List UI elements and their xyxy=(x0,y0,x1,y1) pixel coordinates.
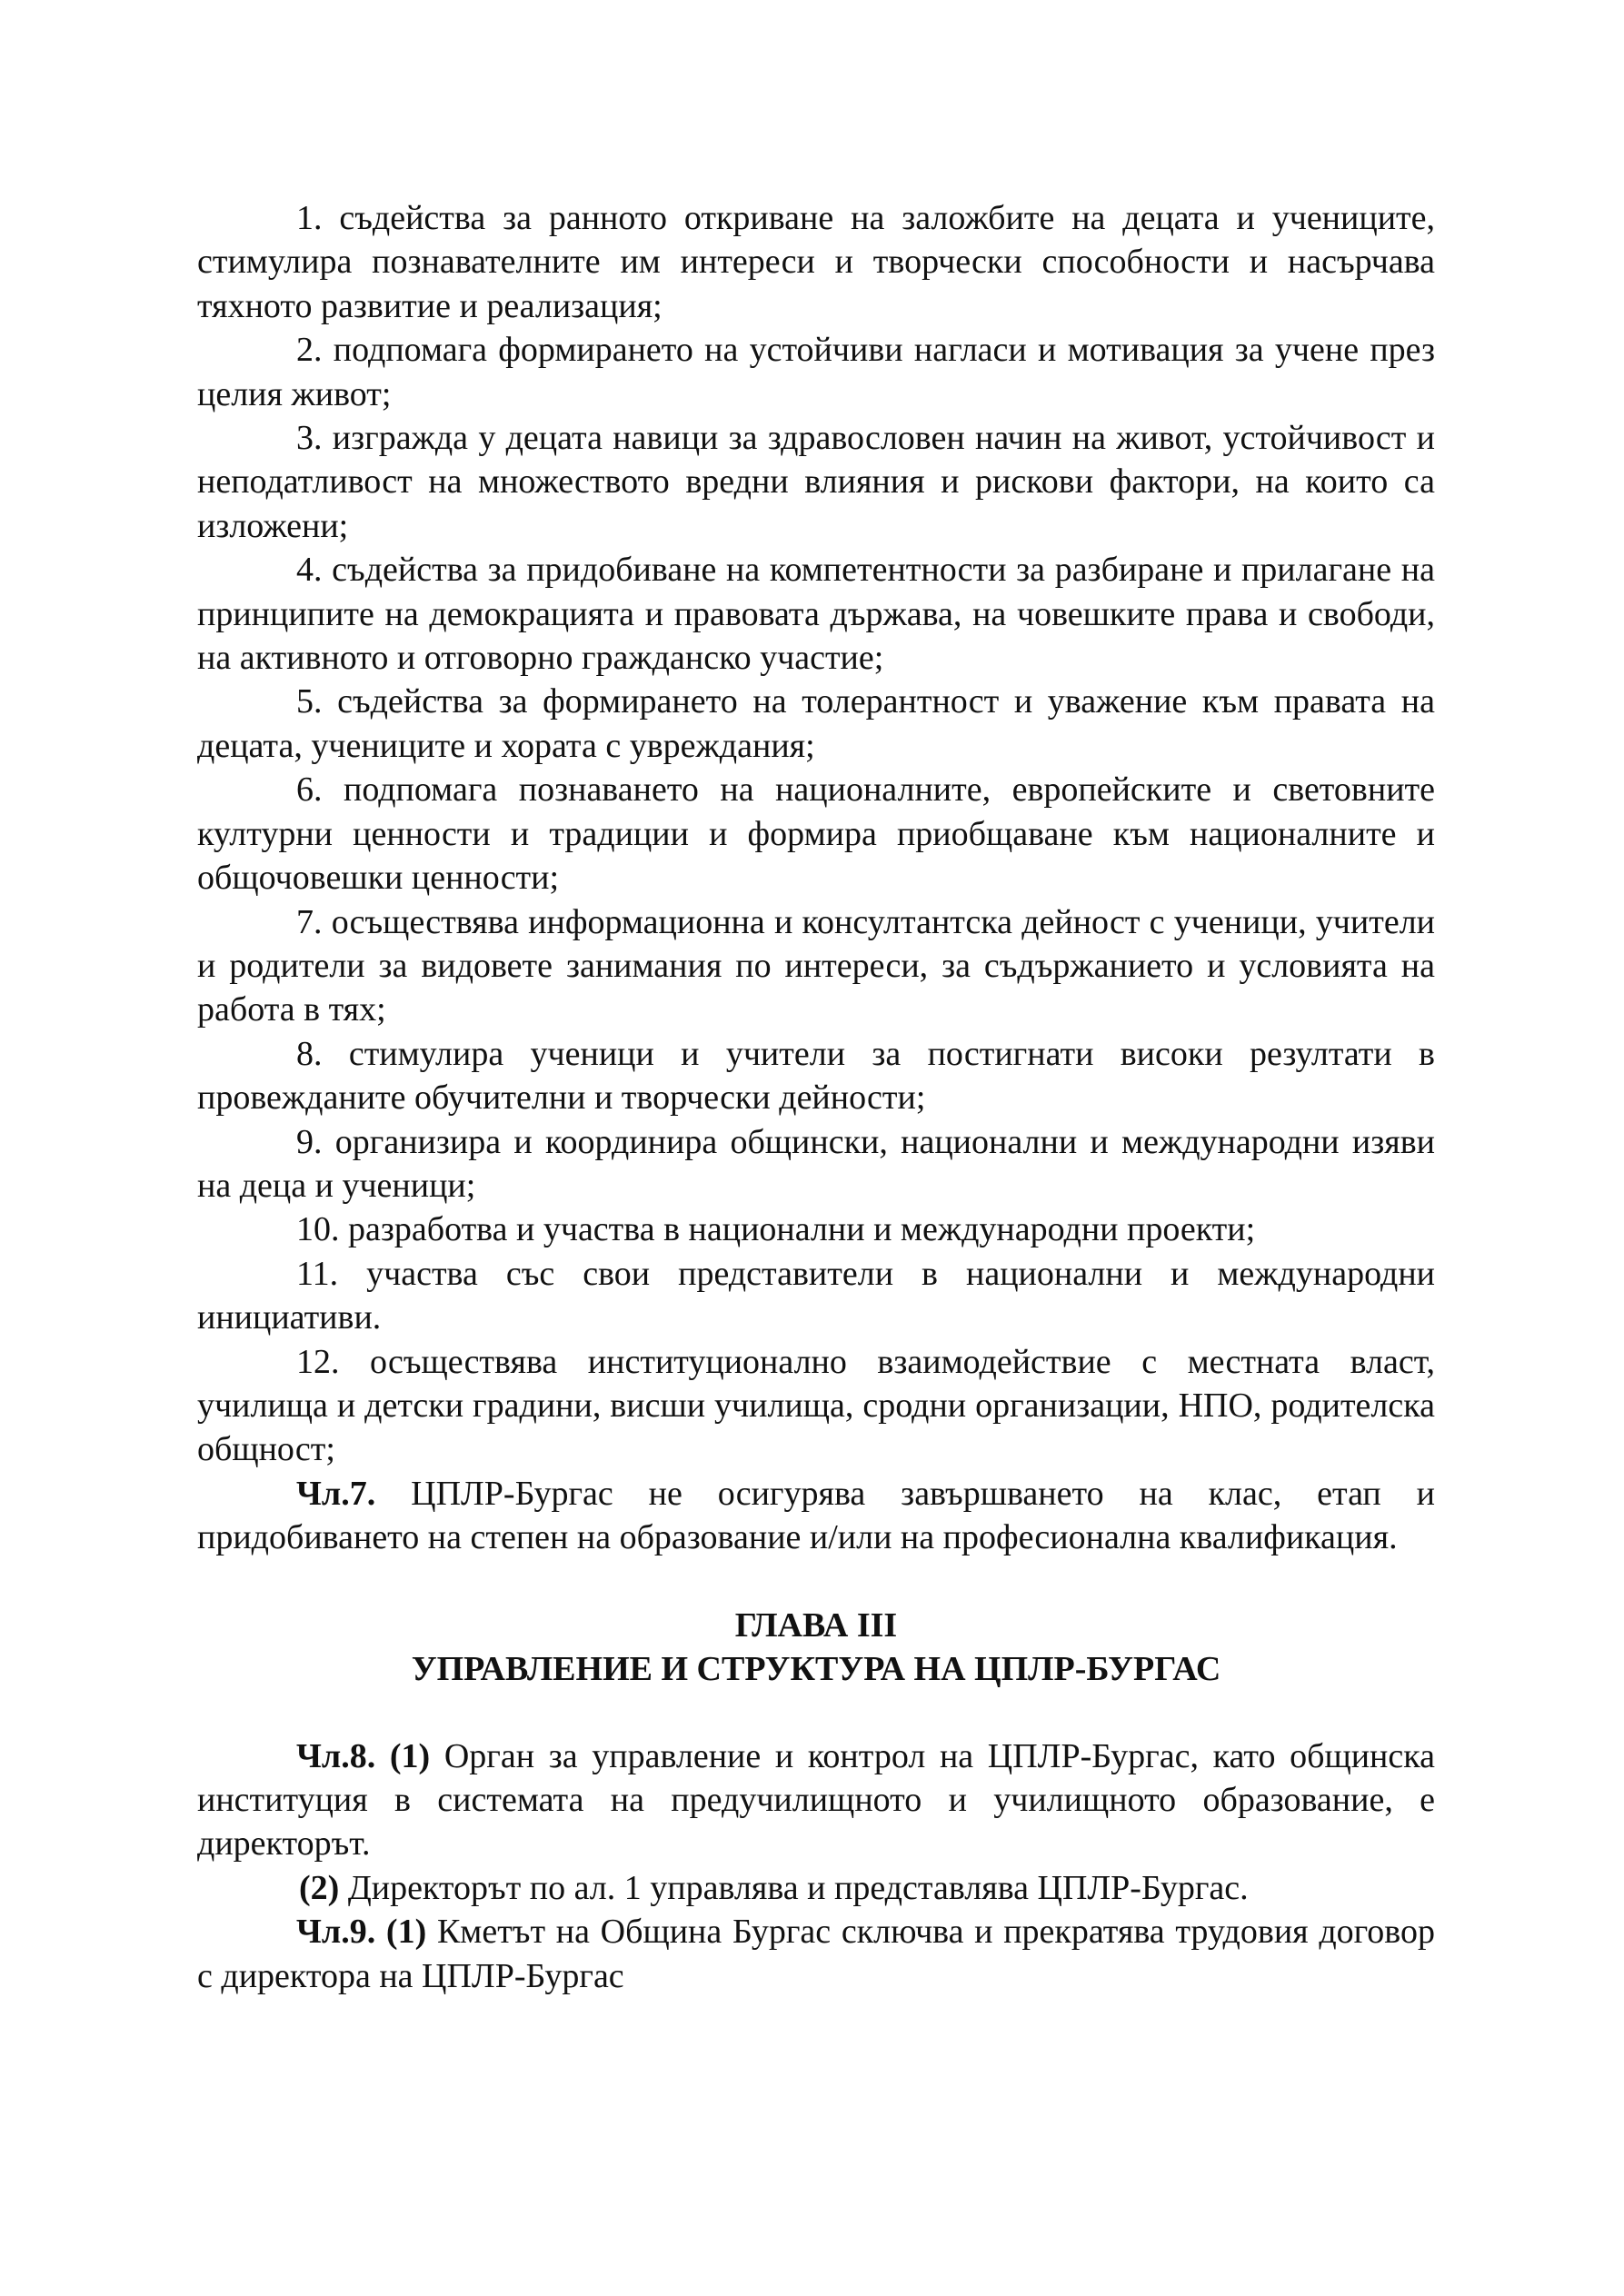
item-number: 3. xyxy=(296,419,323,458)
item-number: 9. xyxy=(296,1122,323,1161)
paragraph-label: (1) xyxy=(385,1913,427,1952)
item-text: осъществява институционално взаимодействие с местната власт, училища и детски градини, висши училища, сродни организации, НПО, родителска общност; xyxy=(197,1342,1436,1469)
item-text: участва със свои представители в национални и международни инициативи. xyxy=(197,1254,1436,1337)
item-number: 12. xyxy=(296,1342,340,1381)
item-number: 6. xyxy=(296,770,323,810)
list-item xyxy=(197,1208,1435,1251)
item-number: 1. xyxy=(296,199,323,237)
list-item xyxy=(197,1252,1435,1340)
document-page xyxy=(197,196,1435,1998)
chapter-subtitle: УПРАВЛЕНИЕ И СТРУКТУРА НА ЦПЛР-БУРГАС xyxy=(411,1649,1221,1688)
list-item xyxy=(197,1340,1435,1472)
article-label: Чл.7. xyxy=(296,1474,376,1513)
paragraph-text: Кметът на Община Бургас сключва и прекратява трудовия договор с директора на ЦПЛР-Бургас xyxy=(197,1913,1435,1995)
item-number: 4. xyxy=(296,551,323,590)
list-item xyxy=(197,196,1435,328)
paragraph-label: (1) xyxy=(389,1736,431,1775)
article-8-paragraph-1 xyxy=(197,1734,1435,1866)
article-8-paragraph-2 xyxy=(197,1866,1435,1910)
item-text: стимулира ученици и учители за постигнати високи резултати в провежданите обучителни и творчески дейности; xyxy=(197,1034,1435,1118)
item-number: 10. xyxy=(296,1210,340,1249)
item-number: 2. xyxy=(296,331,323,370)
list-item xyxy=(197,416,1435,548)
list-item xyxy=(197,548,1435,680)
item-text: разработва и участва в национални и международни проекти; xyxy=(348,1210,1256,1249)
item-text: съдейства за ранното откриване на заложбите на децата и учениците, стимулира познавателните им интереси и творчески способности и насърчава тяхното развитие и реализация; xyxy=(197,199,1436,325)
article-text: ЦПЛР-Бургас не осигурява завършването на клас, етап и придобиването на степен на образование и/или на професионална квалификация. xyxy=(197,1474,1436,1557)
paragraph-text: Орган за управление и контрол на ЦПЛР-Бургас, като общинска институция в системата на предучилищното и училищното образование, е директорът. xyxy=(197,1736,1435,1864)
list-item xyxy=(197,1120,1435,1208)
chapter-title: ГЛАВА III xyxy=(734,1605,898,1645)
item-number: 5. xyxy=(296,682,323,721)
item-text: подпомага познаването на националните, европейските и световните културни ценности и традиции и формира приобщаване към националните и общочовешки ценности; xyxy=(197,770,1436,898)
article-label: Чл.8. xyxy=(296,1736,376,1775)
item-text: съдейства за формирането на толерантност и уважение към правата на децата, учениците и хората с увреждания; xyxy=(197,682,1436,765)
item-number: 7. xyxy=(296,902,323,941)
article-7 xyxy=(197,1472,1435,1560)
item-number: 8. xyxy=(296,1034,323,1073)
item-text: осъществява информационна и консултантска дейност с ученици, учители и родители за видовете занимания по интереси, за съдържанието и условията на работа в тях; xyxy=(197,902,1436,1029)
paragraph-text: Директорът по ал. 1 управлява и представлява ЦПЛР-Бургас. xyxy=(347,1868,1249,1907)
list-item xyxy=(197,1032,1435,1120)
chapter-heading xyxy=(197,1604,1435,1691)
item-text: организира и координира общински, национални и международни изяви на деца и ученици; xyxy=(197,1122,1435,1205)
paragraph-label: (2) xyxy=(299,1868,340,1907)
item-text: подпомага формирането на устойчиви нагласи и мотивация за учене през целия живот; xyxy=(197,331,1435,413)
article-label: Чл.9. xyxy=(296,1913,376,1952)
list-item xyxy=(197,680,1435,768)
list-item xyxy=(197,328,1435,416)
article-9-paragraph-1 xyxy=(197,1910,1435,1998)
list-item xyxy=(197,768,1435,900)
item-text: изгражда у децата навици за здравословен начин на живот, устойчивост и неподатливост на множеството вредни влияния и рискови фактори, на които са изложени; xyxy=(197,419,1435,545)
item-number: 11. xyxy=(296,1254,339,1293)
list-item xyxy=(197,900,1435,1032)
item-text: съдейства за придобиване на компетентности за разбиране и прилагане на принципите на демокрацията и правовата държава, на човешките права и свободи, на активното и отговорно гражданско участие; xyxy=(197,551,1435,678)
